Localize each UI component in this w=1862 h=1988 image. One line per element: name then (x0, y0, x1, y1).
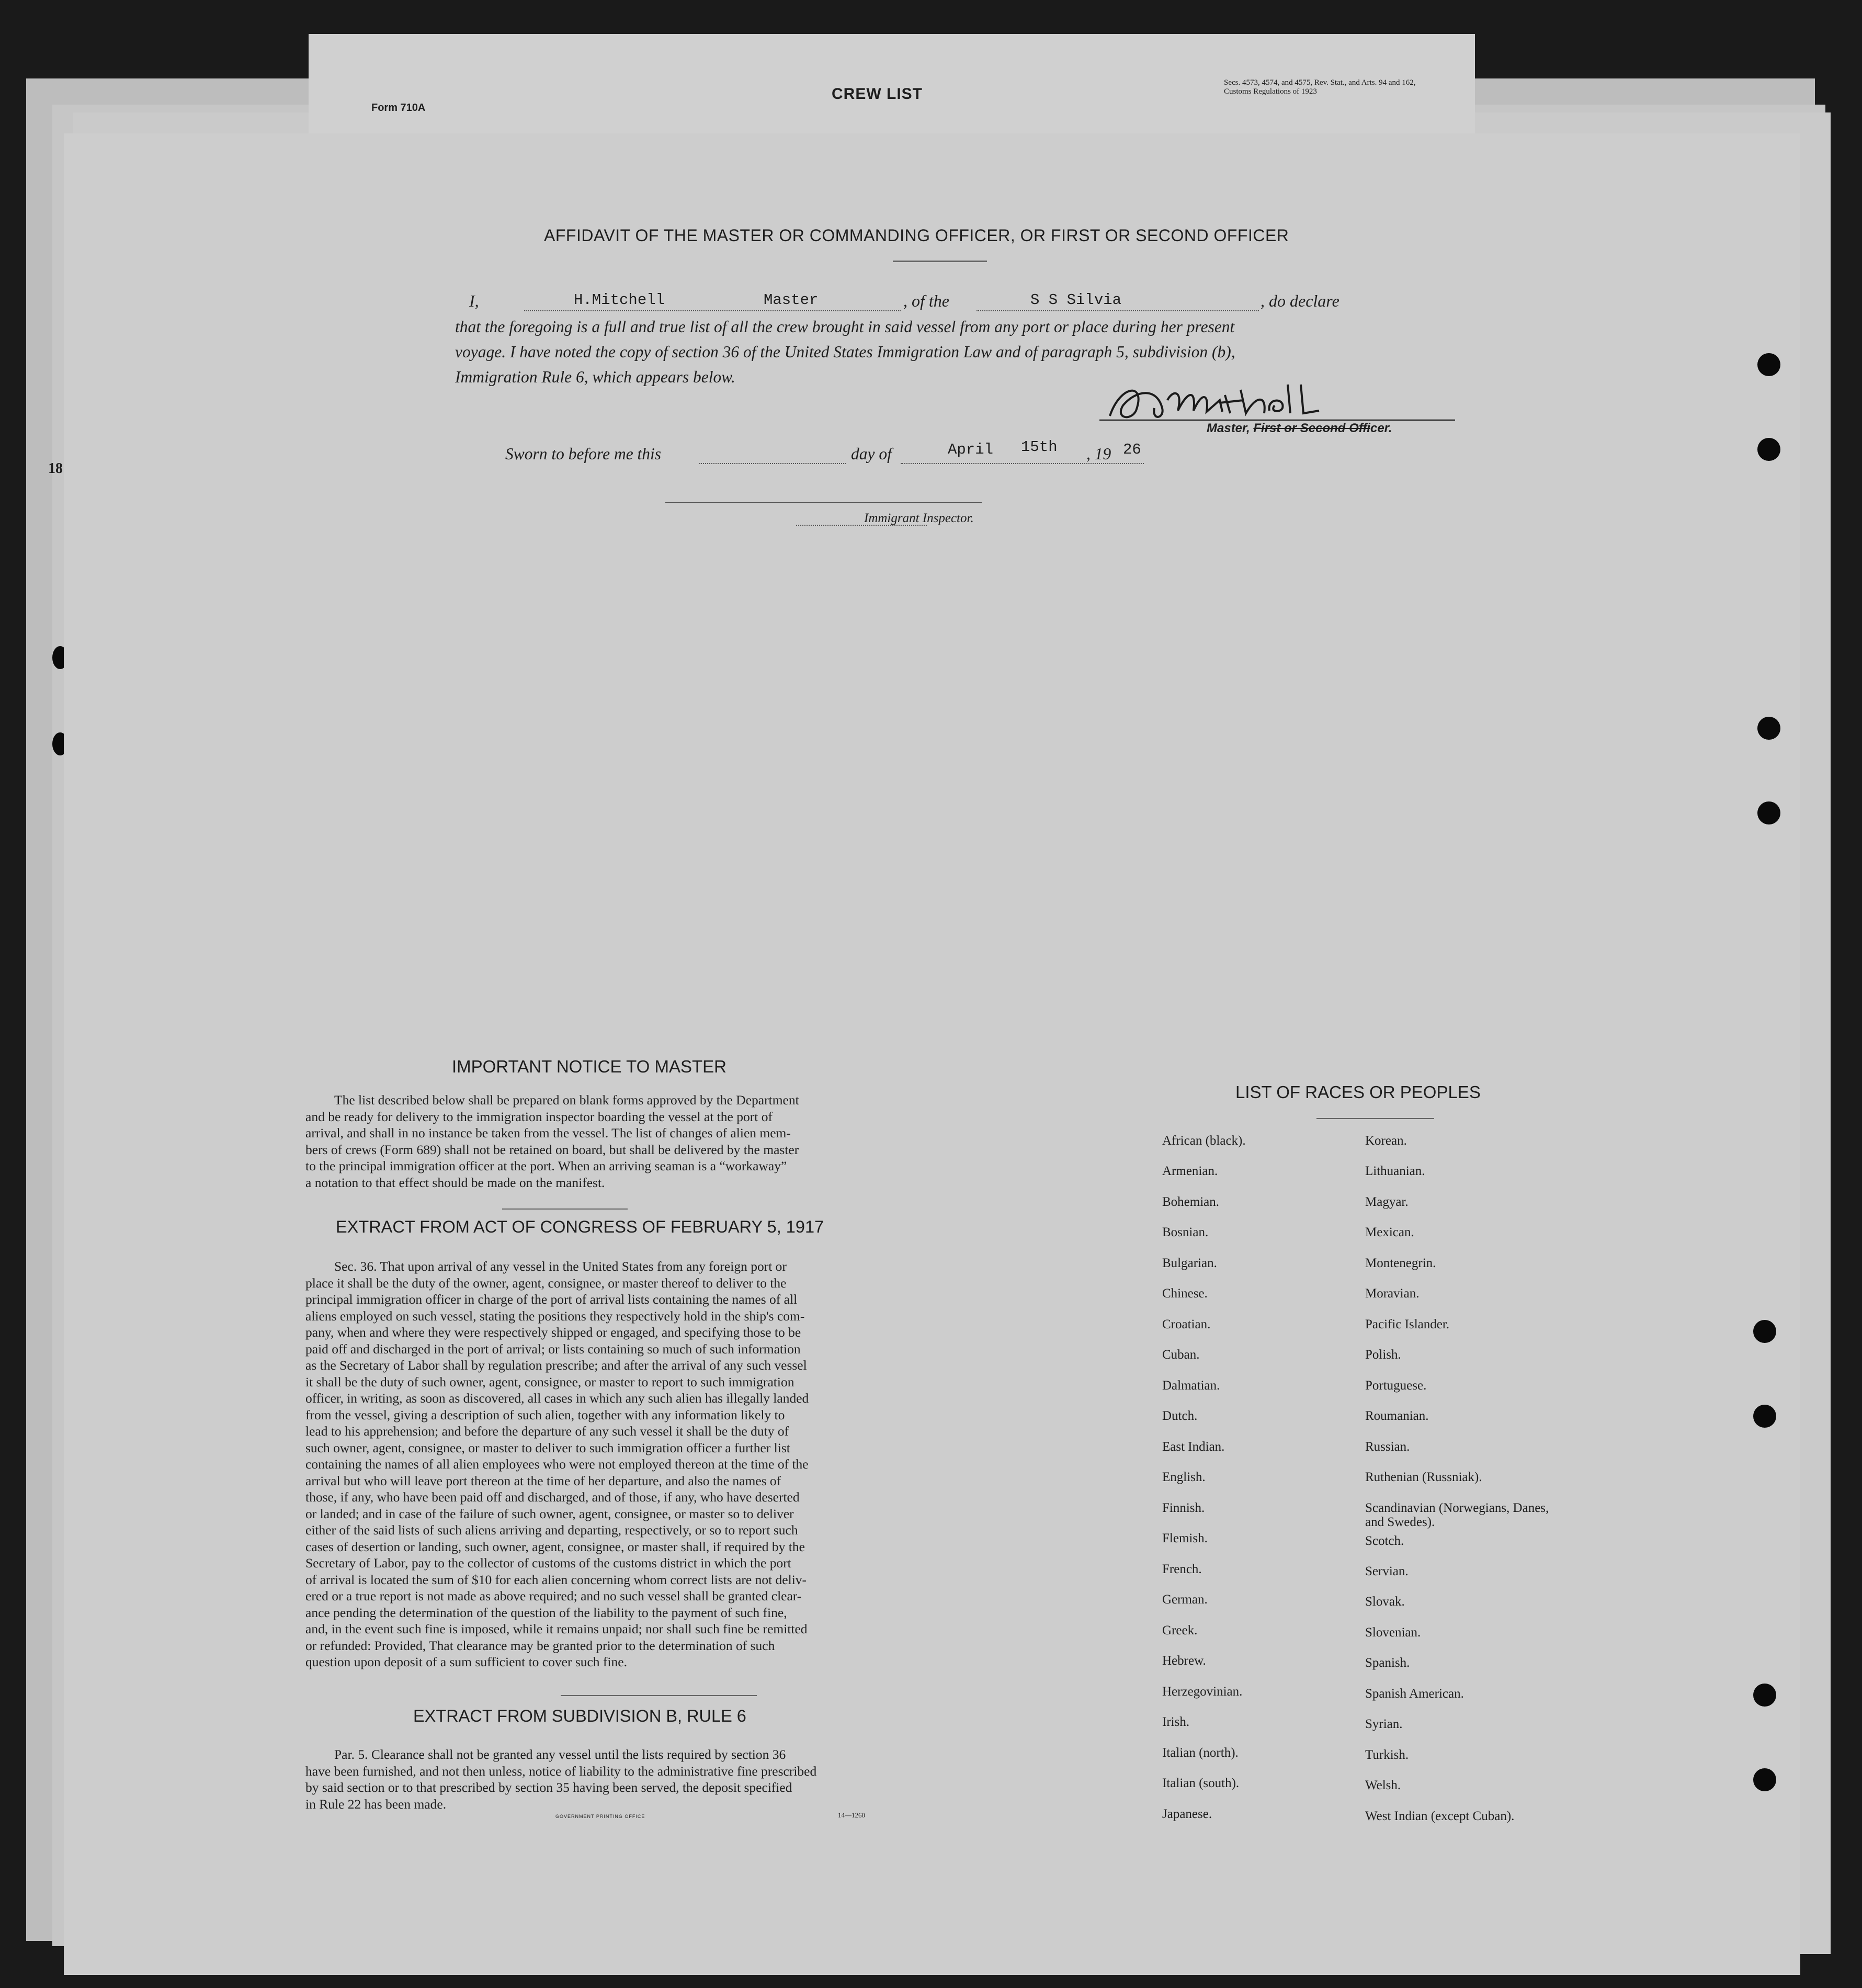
rule-title: EXTRACT FROM SUBDIVISION B, RULE 6 (413, 1707, 746, 1725)
race-item: Moravian. (1365, 1286, 1420, 1301)
race-item: African (black). (1162, 1134, 1246, 1148)
race-item: Pacific Islander. (1365, 1317, 1450, 1331)
race-item: Montenegrin. (1365, 1256, 1436, 1270)
race-item: Chinese. (1162, 1286, 1208, 1301)
race-item: Slovenian. (1365, 1625, 1421, 1640)
master-rank-field: Master (764, 291, 819, 309)
race-item: Cuban. (1162, 1348, 1200, 1362)
binder-hole (1753, 1320, 1776, 1343)
race-item: Scotch. (1365, 1534, 1404, 1548)
race-item: Italian (north). (1162, 1746, 1239, 1760)
affidavit-text-line: Immigration Rule 6, which appears below. (455, 368, 735, 386)
race-item: Servian. (1365, 1564, 1409, 1578)
race-item: Croatian. (1162, 1317, 1211, 1331)
races-title: LIST OF RACES OR PEOPLES (1235, 1082, 1481, 1102)
race-item: Ruthenian (Russniak). (1365, 1470, 1482, 1484)
race-item: Spanish. (1365, 1656, 1410, 1670)
act-line: such owner, agent, consignee, or master to deliver to such immigration officer a further list (305, 1440, 790, 1455)
binder-hole (1753, 1768, 1776, 1791)
rule-line: in Rule 22 has been made. (305, 1796, 447, 1812)
notice-line: a notation to that effect should be made on the manifest. (305, 1174, 605, 1190)
sworn-label: Sworn to before me this (505, 445, 662, 463)
master-name-field: H.Mitchell (574, 291, 665, 309)
race-item: Greek. (1162, 1623, 1198, 1637)
act-line: and, in the event such fine is imposed, while it remains unpaid; nor shall such fine be remitted (305, 1621, 808, 1636)
race-item: Lithuanian. (1365, 1164, 1425, 1178)
race-item: Italian (south). (1162, 1776, 1240, 1790)
binder-hole (1757, 801, 1780, 824)
race-item: Armenian. (1162, 1164, 1218, 1178)
affidavit-title: AFFIDAVIT OF THE MASTER OR COMMANDING OFFICER, OR FIRST OR SECOND OFFICER (544, 226, 1289, 245)
divider (561, 1695, 757, 1696)
sworn-day-line (699, 463, 846, 464)
sworn-month-field: April (948, 441, 994, 458)
act-line: or refunded: Provided, That clearance may be granted prior to the determination of such (305, 1637, 775, 1653)
act-line: from the vessel, giving a description of such alien, together with any information likely to (305, 1407, 785, 1422)
binder-hole (1753, 1405, 1776, 1428)
binder-hole (1753, 1684, 1776, 1707)
binder-hole (1757, 353, 1780, 376)
act-line: ance pending the determination of the question of the liability to the payment of such fine, (305, 1605, 787, 1620)
race-item: Welsh. (1365, 1778, 1401, 1792)
inspector-caption: Immigrant Inspector. (864, 511, 974, 525)
act-line: lead to his apprehension; and before the departure of any such vessel it shall be the duty of (305, 1424, 789, 1439)
act-line: as the Secretary of Labor shall by regulation prescribe; and after the arrival of any such vessel (305, 1358, 807, 1373)
of-the-label: , of the (903, 291, 949, 310)
act-line: cases of desertion or landing, such owner, agent, consignee, or master shall, if required by the (305, 1539, 805, 1554)
race-item: Mexican. (1365, 1225, 1414, 1239)
divider (893, 261, 987, 262)
act-line: pany, when and where they were respectively shipped or engaged, and specifying those to be (305, 1325, 801, 1340)
act-line: containing the names of all alien employees who were not employed thereon at the time of the (305, 1456, 809, 1472)
act-line: principal immigration officer in charge of the port of arrival lists containing the names of all (305, 1292, 798, 1307)
form-number: Form 710A (371, 102, 426, 114)
affidavit-sheet (64, 133, 1800, 1975)
act-line: officer, in writing, as soon as discovered, all cases in which any such alien has illegally landed (305, 1391, 809, 1406)
race-item: Bosnian. (1162, 1225, 1209, 1239)
affidavit-text-line: that the foregoing is a full and true list of all the crew brought in said vessel from any port or place during her present (455, 318, 1235, 336)
sworn-year-field: 26 (1123, 441, 1141, 458)
race-item: Flemish. (1162, 1531, 1208, 1545)
sworn-day-field: 15th (1021, 438, 1058, 456)
race-item: Dalmatian. (1162, 1379, 1220, 1393)
name-field-line (524, 310, 901, 311)
vessel-field-line (977, 310, 1259, 311)
notice-line: The list described below shall be prepared on blank forms approved by the Department (334, 1092, 799, 1108)
race-item: Dutch. (1162, 1409, 1198, 1423)
race-item: Korean. (1365, 1134, 1407, 1148)
divider (1316, 1118, 1434, 1119)
act-paragraph (305, 1258, 886, 1670)
race-item: Portuguese. (1365, 1379, 1427, 1393)
rule-line: Par. 5. Clearance shall not be granted any vessel until the lists required by section 36 (334, 1747, 786, 1762)
master-signature (1099, 379, 1460, 426)
race-item: Irish. (1162, 1715, 1190, 1729)
left-margin-number: 18 (48, 460, 63, 477)
year-prefix: , 19 (1086, 445, 1111, 463)
printer-imprint: GOVERNMENT PRINTING OFFICE (555, 1814, 645, 1819)
notice-line: and be ready for delivery to the immigration inspector boarding the vessel at the port of (305, 1109, 773, 1124)
act-title: EXTRACT FROM ACT OF CONGRESS OF FEBRUARY 5, 1917 (336, 1217, 824, 1236)
statute-reference: Secs. 4573, 4574, and 4575, Rev. Stat., and Arts. 94 and 162, Customs Regulations of 1923 (1224, 78, 1416, 96)
race-item: German. (1162, 1592, 1208, 1607)
race-item: Polish. (1365, 1348, 1401, 1362)
notice-line: bers of crews (Form 689) shall not be retained on board, but shall be delivered by the master (305, 1142, 799, 1157)
act-line: it shall be the duty of such owner, agent, consignee, or master to report to such immigration (305, 1374, 794, 1390)
caption-master: Master, (1207, 421, 1254, 435)
inspector-signature-line (665, 502, 982, 503)
act-line: arrival but who will leave port thereon at the time of her departure, and also the names of (305, 1473, 781, 1488)
act-line: either of the said lists of such aliens arriving and departing, respectively, or so to report such (305, 1522, 798, 1538)
notice-line: arrival, and shall in no instance be taken from the vessel. The list of changes of alien mem- (305, 1125, 791, 1140)
rule-paragraph (305, 1746, 886, 1812)
act-line: Secretary of Labor, pay to the collector of customs of the customs district in which the port (305, 1555, 791, 1571)
affidavit-i-label: I, (469, 291, 479, 310)
act-line: aliens employed on such vessel, stating the positions they respectively hold in the ship's com- (305, 1308, 805, 1324)
race-item: Herzegovinian. (1162, 1685, 1243, 1699)
binder-hole (1757, 438, 1780, 461)
do-declare-label: , do declare (1261, 291, 1339, 310)
race-item: English. (1162, 1470, 1206, 1484)
race-item: Hebrew. (1162, 1654, 1206, 1668)
day-of-label: day of (851, 445, 892, 463)
race-item: Finnish. (1162, 1501, 1205, 1515)
act-line: of arrival is located the sum of $10 for each alien concerning whom correct lists are not deliv- (305, 1572, 807, 1587)
signature-caption (1207, 421, 1392, 436)
caption-struck-officer: First or Second Offi (1253, 421, 1370, 435)
notice-title: IMPORTANT NOTICE TO MASTER (452, 1057, 727, 1076)
print-code: 14—1260 (838, 1811, 865, 1819)
act-line: ered or a true report is not made as above required; and no such vessel shall be granted clear- (305, 1588, 802, 1603)
race-item: East Indian. (1162, 1440, 1225, 1454)
race-item: Slovak. (1365, 1595, 1405, 1609)
rule-line: by said section or to that prescribed by section 35 having been served, the deposit specified (305, 1780, 792, 1795)
race-item: Roumanian. (1365, 1409, 1429, 1423)
vessel-name-field: S S Silvia (1030, 291, 1122, 309)
race-item: French. (1162, 1562, 1202, 1576)
race-item: Bohemian. (1162, 1195, 1220, 1209)
rule-line: have been furnished, and not then unless, notice of liability to the administrative fine prescribed (305, 1763, 817, 1779)
notice-line: to the principal immigration officer at the port. When an arriving seaman is a “workaway” (305, 1158, 787, 1173)
race-item: Japanese. (1162, 1807, 1212, 1821)
notice-paragraph (305, 1092, 886, 1191)
act-line: Sec. 36. That upon arrival of any vessel in the United States from any foreign port or (334, 1259, 787, 1274)
act-line: place it shall be the duty of the owner, agent, consignee, or master thereof to deliver to the (305, 1275, 787, 1291)
race-item: Russian. (1365, 1440, 1410, 1454)
race-item: Scandinavian (Norwegians, Danes, and Swedes). (1365, 1501, 1549, 1529)
race-item: Magyar. (1365, 1195, 1409, 1209)
crew-list-title: CREW LIST (832, 85, 923, 103)
act-line: paid off and discharged in the port of arrival; or lists containing so much of such information (305, 1341, 801, 1357)
act-line: or landed; and in case of the failure of such owner, agent, consignee, or master so to deliver (305, 1506, 794, 1521)
act-line: those, if any, who have been paid off and discharged, and of those, if any, who have deserted (305, 1489, 800, 1505)
caption-officer-end: cer. (1370, 421, 1392, 435)
race-item: Syrian. (1365, 1717, 1403, 1731)
race-item: Bulgarian. (1162, 1256, 1217, 1270)
binder-hole (1757, 717, 1780, 740)
race-item: Turkish. (1365, 1748, 1409, 1762)
act-line: question upon deposit of a sum sufficient to cover such fine. (305, 1654, 627, 1669)
divider (502, 1208, 628, 1210)
race-item: Spanish American. (1365, 1687, 1464, 1701)
affidavit-text-line: voyage. I have noted the copy of section 36 of the United States Immigration Law and of paragraph 5, subdivision (b), (455, 343, 1235, 361)
race-item: West Indian (except Cuban). (1365, 1809, 1515, 1823)
